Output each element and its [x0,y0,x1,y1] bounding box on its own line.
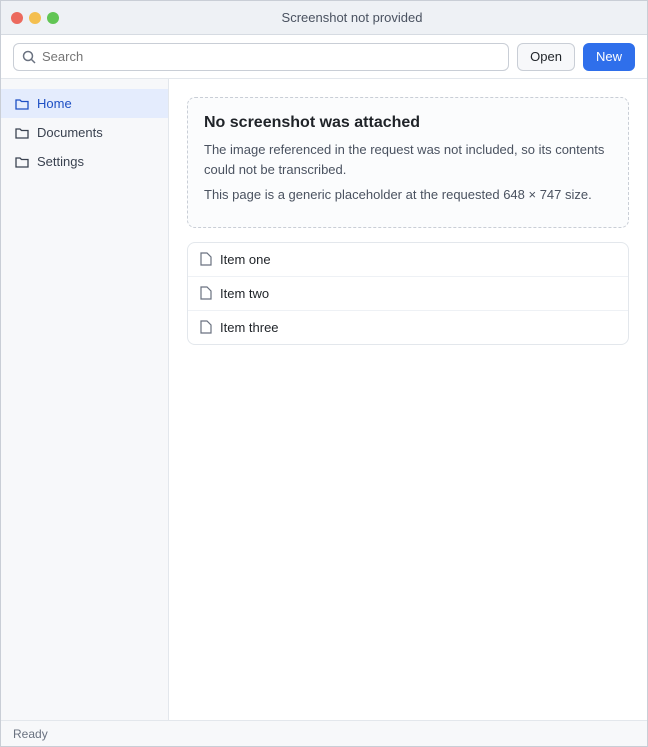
window-controls [11,12,59,24]
list-item[interactable] [188,243,628,277]
minimize-window-button[interactable] [29,12,41,24]
new-button[interactable]: New [583,43,635,71]
sidebar-item-home[interactable] [1,89,168,118]
file-icon [200,252,212,266]
list-item-label: Item two [220,285,270,301]
list-item-label: Item one [220,251,271,267]
folder-icon [15,98,29,110]
list-item-label: Item three [220,319,279,335]
folder-icon [15,127,29,139]
sidebar-item-label: Home [37,96,72,111]
notice-text: This page is a generic placeholder at the requested 648 × 747 size. [204,187,592,202]
search-box[interactable] [13,43,509,71]
file-icon [200,320,212,334]
item-list [187,242,629,345]
sidebar-item-settings[interactable] [1,147,168,176]
content-layout [1,79,647,720]
search-input[interactable] [42,49,500,64]
missing-image-notice [187,97,629,228]
maximize-window-button[interactable] [47,12,59,24]
notice-text: The image referenced in the request was not included, so its contents could not be transcribed. [204,142,605,177]
status-text: Ready [13,726,48,741]
sidebar-item-label: Documents [37,125,103,140]
sidebar-item-documents[interactable] [1,118,168,147]
sidebar [1,79,169,720]
status-bar [1,720,647,746]
close-window-button[interactable] [11,12,23,24]
folder-icon [15,156,29,168]
main-panel [169,79,647,720]
file-icon [200,286,212,300]
open-button[interactable]: Open [517,43,575,71]
list-item[interactable] [188,311,628,344]
page-title: No screenshot was attached [204,114,421,131]
title-bar [1,1,647,35]
window-title: Screenshot not provided [281,10,423,25]
sidebar-item-label: Settings [37,154,84,169]
list-item[interactable] [188,277,628,311]
search-icon [22,50,36,64]
toolbar [1,35,647,79]
